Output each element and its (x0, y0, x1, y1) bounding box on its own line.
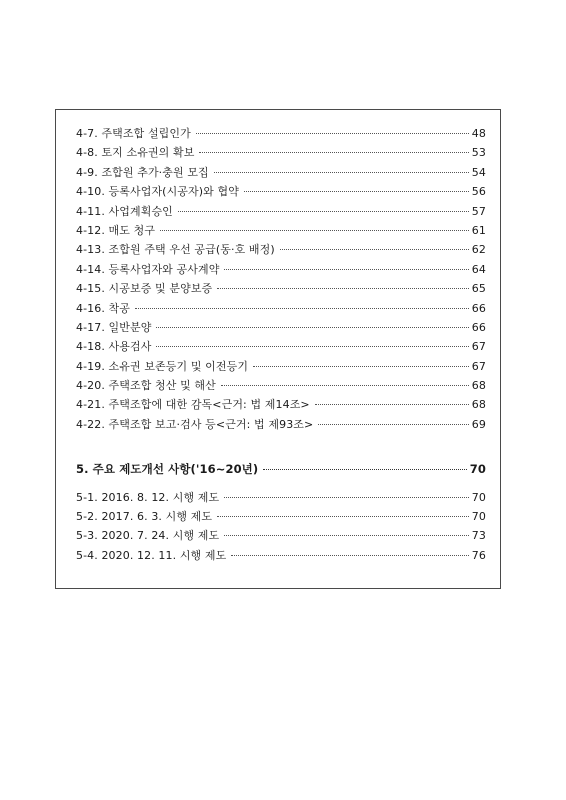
dot-leader (231, 555, 468, 556)
dot-leader (199, 152, 468, 153)
dot-leader (318, 424, 468, 425)
toc-entry-page: 53 (471, 146, 486, 160)
toc-entry-4-13[interactable] (76, 241, 486, 260)
toc-entry-4-18[interactable] (76, 338, 486, 357)
toc-entry-label: 4-12. 매도 청구 (76, 223, 156, 237)
toc-entry-4-17[interactable] (76, 319, 486, 338)
dot-leader (196, 133, 469, 134)
toc-entry-label: 5-3. 2020. 7. 24. 시행 제도 (76, 529, 220, 543)
dot-leader (217, 288, 469, 289)
toc-entry-page: 67 (471, 340, 486, 354)
toc-entry-label: 4-8. 토지 소유권의 확보 (76, 146, 195, 160)
toc-entry-4-11[interactable] (76, 203, 486, 222)
toc-entry-page: 62 (471, 243, 486, 257)
toc-entry-page: 56 (471, 185, 486, 199)
toc-entry-page: 68 (471, 398, 486, 412)
toc-entry-5-4[interactable] (76, 547, 486, 566)
toc-entry-label: 4-20. 주택조합 청산 및 해산 (76, 379, 216, 393)
toc-entry-page: 66 (471, 320, 486, 334)
toc-entry-label: 4-19. 소유권 보존등기 및 이전등기 (76, 359, 249, 373)
toc-entry-page: 70 (471, 490, 486, 504)
toc-section-page: 70 (469, 462, 486, 477)
toc-entry-4-8[interactable] (76, 144, 486, 163)
toc-entry-label: 4-11. 사업계획승인 (76, 204, 173, 218)
dot-leader (224, 269, 468, 270)
toc-section-label: 5. 주요 제도개선 사항('16~20년) (76, 462, 259, 477)
toc-entry-page: 68 (471, 379, 486, 393)
dot-leader (156, 327, 468, 328)
dot-leader (135, 308, 469, 309)
dot-leader (224, 535, 469, 536)
toc-entry-label: 4-15. 시공보증 및 분양보증 (76, 282, 213, 296)
toc-entry-page: 54 (471, 165, 486, 179)
toc-entry-page: 57 (471, 204, 486, 218)
dot-leader (224, 497, 469, 498)
toc-entry-label: 4-10. 등록사업자(시공자)와 협약 (76, 185, 239, 199)
toc-entry-label: 4-17. 일반분양 (76, 320, 152, 334)
table-of-contents-box (55, 109, 501, 589)
toc-entry-4-21[interactable] (76, 396, 486, 415)
toc-entry-label: 5-2. 2017. 6. 3. 시행 제도 (76, 510, 213, 524)
dot-leader (253, 366, 469, 367)
toc-entry-label: 4-18. 사용검사 (76, 340, 152, 354)
toc-entry-page: 70 (471, 510, 486, 524)
toc-entry-4-7[interactable] (76, 125, 486, 144)
dot-leader (160, 230, 469, 231)
toc-entry-4-22[interactable] (76, 416, 486, 435)
toc-entry-4-15[interactable] (76, 280, 486, 299)
toc-entry-page: 73 (471, 529, 486, 543)
toc-entry-label: 5-1. 2016. 8. 12. 시행 제도 (76, 490, 220, 504)
toc-entry-label: 4-14. 등록사업자와 공사계약 (76, 262, 220, 276)
toc-entry-page: 69 (471, 417, 486, 431)
toc-entry-label: 4-9. 조합원 추가·충원 모집 (76, 165, 209, 179)
toc-entry-page: 66 (471, 301, 486, 315)
toc-entry-5-1[interactable] (76, 489, 486, 508)
toc-entry-label: 4-21. 주택조합에 대한 감독<근거: 법 제14조> (76, 398, 310, 412)
toc-entry-4-12[interactable] (76, 222, 486, 241)
dot-leader (315, 404, 469, 405)
dot-leader (280, 249, 469, 250)
toc-entry-5-3[interactable] (76, 527, 486, 546)
toc-section-5[interactable] (76, 461, 486, 480)
toc-entry-label: 4-22. 주택조합 보고·검사 등<근거: 법 제93조> (76, 417, 314, 431)
toc-entry-4-20[interactable] (76, 377, 486, 396)
toc-entry-label: 4-16. 착공 (76, 301, 131, 315)
toc-entry-page: 67 (471, 359, 486, 373)
toc-entry-label: 4-13. 조합원 주택 우선 공급(동·호 배정) (76, 243, 275, 257)
toc-entry-page: 64 (471, 262, 486, 276)
toc-entry-page: 65 (471, 282, 486, 296)
dot-leader (156, 346, 468, 347)
dot-leader (244, 191, 469, 192)
toc-list (76, 125, 486, 566)
toc-entry-page: 76 (471, 548, 486, 562)
toc-entry-label: 5-4. 2020. 12. 11. 시행 제도 (76, 548, 227, 562)
dot-leader (221, 385, 469, 386)
toc-entry-4-10[interactable] (76, 183, 486, 202)
toc-entry-page: 61 (471, 223, 486, 237)
toc-entry-label: 4-7. 주택조합 설립인가 (76, 127, 191, 140)
dot-leader (263, 469, 467, 470)
toc-entry-5-2[interactable] (76, 508, 486, 527)
dot-leader (217, 516, 469, 517)
toc-entry-4-14[interactable] (76, 261, 486, 280)
toc-entry-4-16[interactable] (76, 300, 486, 319)
toc-entry-4-9[interactable] (76, 164, 486, 183)
dot-leader (214, 172, 469, 173)
toc-entry-page: 48 (471, 127, 486, 140)
toc-entry-4-19[interactable] (76, 358, 486, 377)
dot-leader (178, 211, 469, 212)
